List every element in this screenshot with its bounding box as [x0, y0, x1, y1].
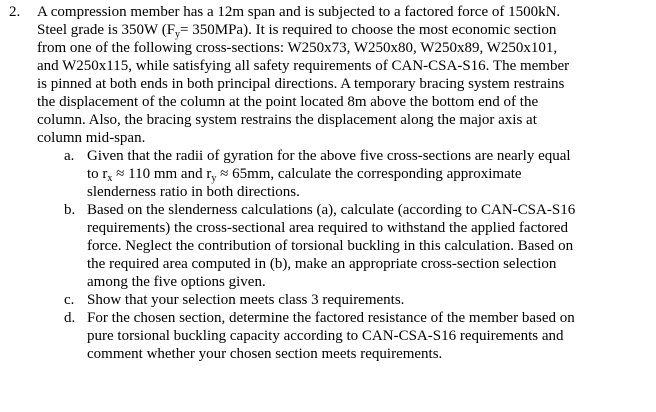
part-a-label: a.: [64, 148, 75, 164]
intro-line-2: [37, 21, 556, 39]
part-a-line-3: slenderness ratio in both directions.: [87, 184, 300, 200]
part-b-line-3: force. Neglect the contribution of torsional buckling in this calculation. Based on: [87, 238, 574, 254]
part-d-line-3: comment whether your chosen section meets requirements.: [87, 346, 443, 362]
intro-line-8: column mid-span.: [37, 130, 146, 146]
part-a-line-2: [87, 165, 522, 183]
part-c-line-1: Show that your selection meets class 3 requirements.: [87, 292, 405, 308]
intro-line-1: A compression member has a 12m span and is subjected to a factored force of 1500kN.: [37, 4, 561, 20]
part-b-line-1: Based on the slenderness calculations (a), calculate (according to CAN-CSA-S16: [87, 202, 576, 218]
part-b-line-2: requirements) the cross-sectional area required to withstand the applied factored: [87, 220, 569, 236]
part-a-line-1: Given that the radii of gyration for the above five cross-sections are nearly equal: [87, 148, 571, 164]
part-b-line-4: the required area computed in (b), make an appropriate cross-section selection: [87, 256, 557, 272]
part-d-line-1: For the chosen section, determine the factored resistance of the member based on: [87, 310, 575, 326]
part-d-label: d.: [64, 310, 76, 326]
question-number: 2.: [9, 4, 21, 20]
intro-line-3: from one of the following cross-sections: W250x73, W250x80, W250x89, W250x101,: [37, 40, 558, 56]
intro-line-4: and W250x115, while satisfying all safety requirements of CAN-CSA-S16. The member: [37, 58, 570, 74]
rx-value: ≈ 110 mm and r: [116, 166, 212, 182]
part-b-line-5: among the five options given.: [87, 274, 266, 290]
fy-subscript: y: [175, 29, 181, 40]
intro-line-7: column. Also, the bracing system restrains the displacement along the major axis at: [37, 112, 537, 128]
part-d-line-2: pure torsional buckling capacity according to CAN-CSA-S16 requirements and: [87, 328, 564, 344]
intro-line-6: the displacement of the column at the point located 8m above the bottom end of the: [37, 94, 539, 110]
ry-value: ≈ 65mm,: [220, 166, 275, 182]
ry-subscript: y: [211, 173, 217, 184]
rx-subscript: x: [107, 173, 113, 184]
part-a-line-2-rest: calculate the corresponding approximate: [277, 166, 522, 182]
rx-prefix: to r: [87, 166, 108, 182]
part-b-label: b.: [64, 202, 76, 218]
part-c-label: c.: [64, 292, 75, 308]
intro-line-5: is pinned at both ends in both principal directions. A temporary bracing system restrains: [37, 76, 565, 92]
intro-line-2-start: Steel grade is 350W (F: [37, 22, 176, 38]
intro-line-2-rest: = 350MPa). It is required to choose the most economic section: [180, 22, 557, 38]
